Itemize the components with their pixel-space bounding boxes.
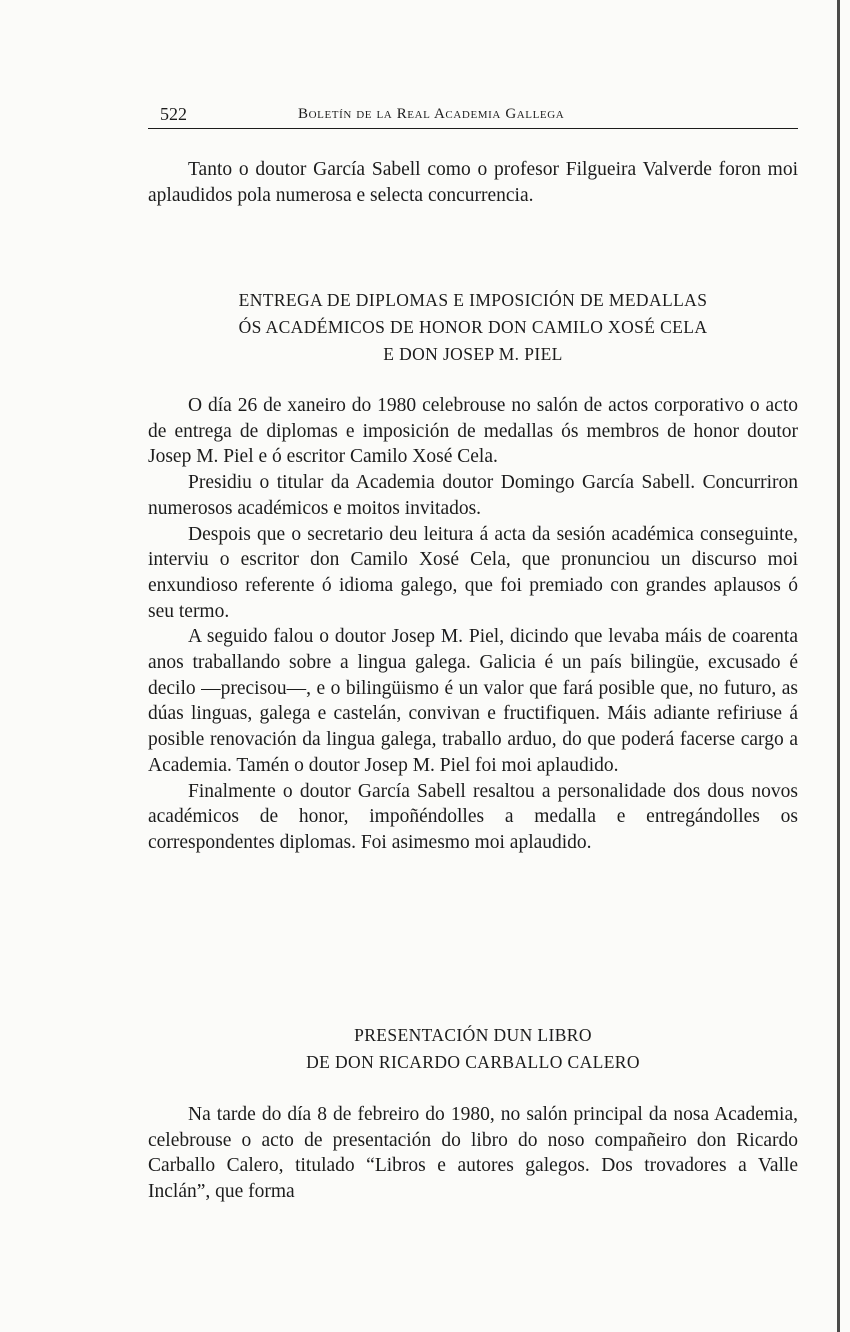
page-header	[148, 102, 798, 129]
section1-body	[148, 393, 798, 856]
section1-paragraph-3: Despois que o secretario deu leitura á acta da sesión académica conseguinte, interviu o escritor don Camilo Xosé Cela, que pronunciou un discurso moi enxundioso referente ó idioma galego, que foi premiado con grandes aplausos ó seu termo.	[148, 523, 798, 622]
section2-paragraph-1: Na tarde do día 8 de febreiro do 1980, no salón principal da nosa Academia, celebrouse o acto de presentación do libro do noso compañeiro don Ricardo Carballo Calero, titulado “Libros e autores galegos. Dos trovadores a Valle Inclán”, que forma	[148, 1104, 798, 1203]
running-title: Boletín de la Real Academia Gallega	[298, 106, 565, 122]
section1-paragraph-1: O día 26 de xaneiro do 1980 celebrouse no salón de actos corporativo o acto de entrega de diplomas e imposición de medallas ós membros de honor doutor Josep M. Piel e ó escritor Camilo Xosé Cela.	[148, 395, 798, 468]
section1-title-line3: E DON JOSEP M. PIEL	[383, 344, 563, 364]
section1-title-line2: ÓS ACADÉMICOS DE HONOR DON CAMILO XOSÉ CELA	[238, 317, 708, 337]
section1-title-line1: ENTREGA DE DIPLOMAS E IMPOSICIÓN DE MEDALLAS	[238, 290, 708, 310]
section1-title	[148, 287, 798, 368]
page-edge-line	[837, 0, 840, 1332]
page-number: 522	[160, 104, 187, 124]
section1-paragraph-2: Presidiu o titular da Academia doutor Domingo García Sabell. Concurriron numerosos académicos e moitos invitados.	[148, 472, 798, 519]
section1-paragraph-4: A seguido falou o doutor Josep M. Piel, dicindo que levaba máis de coarenta anos traballando sobre a lingua galega. Galicia é un país bilingüe, excusado é decilo —precisou—, e o bilingüismo é un valor que fará posible que, no futuro, as dúas linguas, galega e castelán, convivan e fructifiquen. Máis adiante refiriuse á posible renovación da lingua galega, traballo arduo, do que poderá facerse cargo a Academia. Tamén o doutor Josep M. Piel foi moi aplaudido.	[148, 626, 798, 776]
section2-title-line1: PRESENTACIÓN DUN LIBRO	[354, 1025, 592, 1045]
intro-paragraph: Tanto o doutor García Sabell como o profesor Filgueira Valverde foron moi aplaudidos pola numerosa e selecta concurrencia.	[148, 159, 798, 206]
section2-title-line2: DE DON RICARDO CARBALLO CALERO	[306, 1052, 640, 1072]
section1-paragraph-5: Finalmente o doutor García Sabell resaltou a personalidade dos dous novos académicos de honor, impoñéndolles a medalla e entregándolles os correspondentes diplomas. Foi asimesmo moi aplaudido.	[148, 780, 798, 853]
section2-body	[148, 1102, 798, 1205]
section2-title	[148, 1022, 798, 1076]
intro-block	[148, 157, 798, 208]
